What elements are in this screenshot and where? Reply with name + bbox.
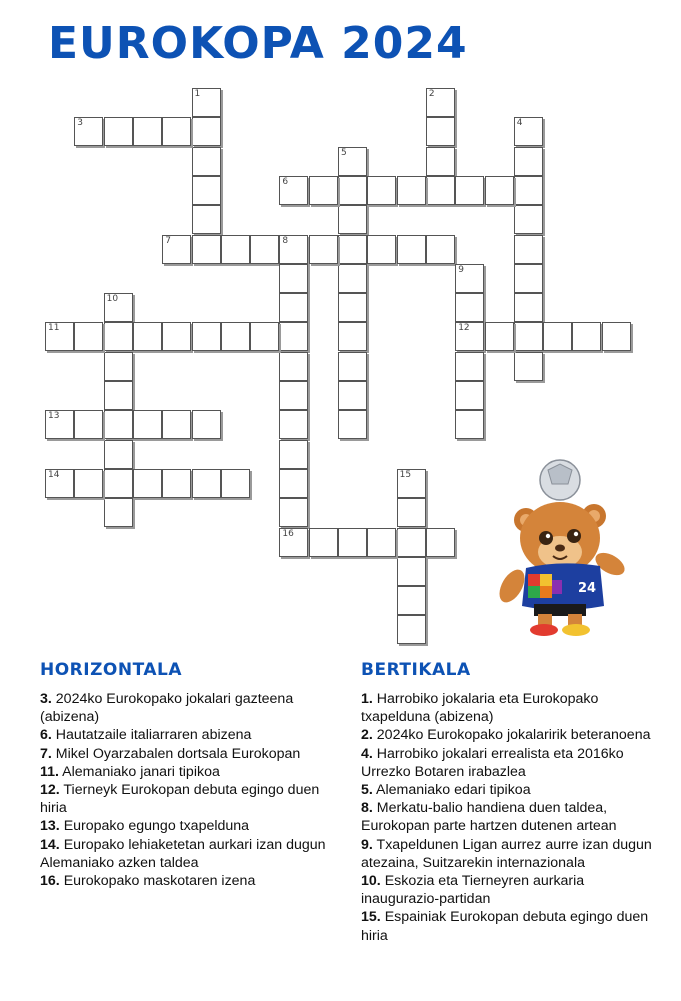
grid-cell[interactable] — [104, 410, 133, 439]
grid-cell[interactable] — [104, 381, 133, 410]
clue-text: Eurokopako maskotaren izena — [63, 873, 256, 890]
down-clue — [361, 908, 661, 944]
grid-cell[interactable] — [133, 322, 162, 351]
shirt-number: 24 — [578, 581, 597, 596]
clue-number-label: 10. — [361, 873, 381, 890]
down-clue — [361, 726, 661, 744]
grid-cell[interactable] — [514, 205, 543, 234]
clue-number: 6 — [282, 176, 289, 187]
grid-cell[interactable] — [338, 235, 367, 264]
clue-text: 2024ko Eurokopako jokalaririk beteranoena — [376, 727, 651, 744]
across-clue — [40, 690, 332, 726]
grid-cell[interactable] — [74, 469, 103, 498]
grid-cell[interactable] — [543, 322, 572, 351]
clue-number: 15 — [399, 469, 412, 480]
grid-cell[interactable] — [514, 147, 543, 176]
grid-cell[interactable] — [74, 117, 103, 146]
grid-cell[interactable] — [104, 293, 133, 322]
clue-text: Txapeldunen Ligan aurrez aurre izan dugun atezaina, Suitzarekin internazionala — [361, 836, 652, 871]
mascot-illustration — [488, 458, 638, 638]
grid-cell[interactable] — [279, 176, 308, 205]
grid-cell[interactable] — [514, 293, 543, 322]
grid-cell[interactable] — [367, 528, 396, 557]
clue-text: Espainiak Eurokopan debuta egingo duen hiria — [361, 909, 649, 944]
grid-cell[interactable] — [221, 469, 250, 498]
grid-cell[interactable] — [279, 440, 308, 469]
grid-cell[interactable] — [104, 117, 133, 146]
grid-cell[interactable] — [397, 528, 426, 557]
grid-cell[interactable] — [367, 176, 396, 205]
clue-text: Merkatu-balio handiena duen taldea, Eurokopan parte hartzen dutenen artean — [361, 800, 617, 835]
across-clue — [40, 745, 332, 763]
across-clue — [40, 836, 332, 872]
grid-cell[interactable] — [338, 176, 367, 205]
clue-number-label: 6. — [40, 727, 52, 744]
clue-text: Harrobiko jokalari errealista eta 2016ko Urrezko Botaren irabazlea — [361, 745, 624, 780]
grid-cell[interactable] — [309, 235, 338, 264]
down-clue — [361, 836, 661, 872]
clue-number-label: 8. — [361, 800, 373, 817]
grid-cell[interactable] — [279, 293, 308, 322]
across-clue — [40, 817, 332, 835]
grid-cell[interactable] — [279, 410, 308, 439]
clue-number: 16 — [282, 528, 294, 539]
clue-number-label: 16. — [40, 873, 60, 890]
clue-number-label: 5. — [361, 782, 373, 799]
grid-cell[interactable] — [455, 322, 484, 351]
clue-number: 9 — [458, 264, 464, 275]
down-clue-list — [361, 690, 661, 945]
across-clue — [40, 872, 332, 890]
clue-text: Europako lehiaketetan aurkari izan dugun Alemaniako azken taldea — [40, 836, 326, 871]
clue-number: 13 — [48, 411, 60, 422]
grid-cell[interactable] — [514, 264, 543, 293]
clue-text: 2024ko Eurokopako jokalari gazteena (abizena) — [40, 691, 294, 726]
down-clue — [361, 781, 661, 799]
grid-cell[interactable] — [455, 410, 484, 439]
clue-text: Tierneyk Eurokopan debuta egingo duen hiria — [40, 782, 320, 817]
clue-text: Alemaniako janari tipikoa — [62, 763, 220, 780]
grid-cell[interactable] — [192, 88, 221, 117]
grid-cell[interactable] — [279, 498, 308, 527]
grid-cell[interactable] — [162, 117, 191, 146]
grid-cell[interactable] — [455, 176, 484, 205]
clue-number: 4 — [516, 118, 523, 129]
grid-cell[interactable] — [455, 352, 484, 381]
clue-number-label: 2. — [361, 727, 373, 744]
clue-number-label: 4. — [361, 745, 373, 762]
grid-cell[interactable] — [104, 322, 133, 351]
grid-cell[interactable] — [162, 322, 191, 351]
grid-cell[interactable] — [45, 322, 74, 351]
grid-cell[interactable] — [250, 322, 279, 351]
grid-cell[interactable] — [104, 352, 133, 381]
grid-cell[interactable] — [514, 176, 543, 205]
grid-cell[interactable] — [162, 235, 191, 264]
grid-cell[interactable] — [192, 469, 221, 498]
grid-cell[interactable] — [338, 205, 367, 234]
grid-cell[interactable] — [426, 117, 455, 146]
clue-number: 11 — [48, 323, 60, 334]
grid-cell[interactable] — [455, 381, 484, 410]
grid-cell[interactable] — [397, 586, 426, 615]
clue-number: 5 — [341, 147, 347, 158]
clue-number: 1 — [194, 89, 201, 99]
grid-cell[interactable] — [104, 440, 133, 469]
grid-cell[interactable] — [74, 322, 103, 351]
grid-cell[interactable] — [279, 381, 308, 410]
grid-cell[interactable] — [338, 322, 367, 351]
grid-cell[interactable] — [426, 235, 455, 264]
grid-cell[interactable] — [162, 469, 191, 498]
down-clue — [361, 799, 661, 835]
grid-cell[interactable] — [45, 469, 74, 498]
grid-cell[interactable] — [485, 322, 514, 351]
grid-cell[interactable] — [397, 498, 426, 527]
clue-number: 14 — [48, 469, 60, 480]
grid-cell[interactable] — [426, 176, 455, 205]
clue-number-label: 15. — [361, 909, 381, 926]
grid-cell[interactable] — [279, 469, 308, 498]
grid-cell[interactable] — [104, 498, 133, 527]
grid-cell[interactable] — [192, 205, 221, 234]
across-clue — [40, 781, 332, 817]
clue-text: Harrobiko jokalaria eta Eurokopako txapelduna (abizena) — [361, 691, 599, 726]
clue-number-label: 14. — [40, 836, 60, 853]
grid-cell[interactable] — [367, 235, 396, 264]
grid-cell[interactable] — [162, 410, 191, 439]
clue-number-label: 9. — [361, 836, 373, 853]
grid-cell[interactable] — [338, 410, 367, 439]
grid-cell[interactable] — [221, 235, 250, 264]
grid-cell[interactable] — [133, 117, 162, 146]
clue-text: Alemaniako edari tipikoa — [376, 782, 531, 799]
clue-number-label: 11. — [40, 763, 59, 780]
grid-cell[interactable] — [397, 235, 426, 264]
grid-cell[interactable] — [426, 88, 455, 117]
grid-cell[interactable] — [192, 322, 221, 351]
grid-cell[interactable] — [338, 293, 367, 322]
clue-number: 7 — [165, 235, 171, 246]
clue-text: Hautatzaile italiarraren abizena — [55, 727, 252, 744]
grid-cell[interactable] — [338, 264, 367, 293]
grid-cell[interactable] — [514, 352, 543, 381]
grid-cell[interactable] — [192, 176, 221, 205]
grid-cell[interactable] — [397, 557, 426, 586]
grid-cell[interactable] — [338, 352, 367, 381]
across-heading: HORIZONTALA — [40, 660, 183, 680]
clue-number-label: 12. — [40, 782, 60, 799]
grid-cell[interactable] — [485, 176, 514, 205]
grid-cell[interactable] — [514, 235, 543, 264]
grid-cell[interactable] — [602, 322, 631, 351]
grid-cell[interactable] — [397, 176, 426, 205]
grid-cell[interactable] — [192, 235, 221, 264]
grid-cell[interactable] — [397, 469, 426, 498]
clue-number: 2 — [428, 89, 435, 99]
grid-cell[interactable] — [279, 528, 308, 557]
across-clue — [40, 726, 332, 744]
grid-cell[interactable] — [279, 264, 308, 293]
down-clue — [361, 745, 661, 781]
grid-cell[interactable] — [192, 147, 221, 176]
grid-cell[interactable] — [338, 147, 367, 176]
grid-cell[interactable] — [279, 352, 308, 381]
grid-cell[interactable] — [338, 528, 367, 557]
clue-number-label: 3. — [40, 691, 52, 707]
grid-cell[interactable] — [45, 410, 74, 439]
down-clue — [361, 690, 661, 726]
clue-text: Mikel Oyarzabalen dortsala Eurokopan — [55, 745, 301, 762]
grid-cell[interactable] — [514, 322, 543, 351]
grid-cell[interactable] — [455, 293, 484, 322]
clue-number-label: 13. — [40, 818, 60, 835]
grid-cell[interactable] — [426, 147, 455, 176]
grid-cell[interactable] — [192, 117, 221, 146]
clue-number: 8 — [282, 235, 289, 246]
grid-cell[interactable] — [455, 264, 484, 293]
across-clue-list — [40, 690, 332, 890]
grid-cell[interactable] — [279, 235, 308, 264]
grid-cell[interactable] — [397, 615, 426, 644]
grid-cell[interactable] — [74, 410, 103, 439]
across-clue — [40, 763, 332, 781]
down-heading: BERTIKALA — [361, 660, 471, 680]
grid-cell[interactable] — [221, 322, 250, 351]
grid-cell[interactable] — [309, 176, 338, 205]
clue-number: 12 — [458, 323, 470, 334]
clue-text: Eskozia eta Tierneyren aurkaria inaugurazio-partidan — [361, 873, 585, 908]
clue-number-label: 1. — [361, 691, 373, 707]
down-clue — [361, 872, 661, 908]
grid-cell[interactable] — [279, 322, 308, 351]
clue-number-label: 7. — [40, 745, 52, 762]
grid-cell[interactable] — [250, 235, 279, 264]
grid-cell[interactable] — [133, 410, 162, 439]
grid-cell[interactable] — [338, 381, 367, 410]
grid-cell[interactable] — [133, 469, 162, 498]
grid-cell[interactable] — [514, 117, 543, 146]
page-title: EUROKOPA 2024 — [48, 18, 468, 69]
clue-text: Europako egungo txapelduna — [63, 818, 250, 835]
clue-number: 10 — [106, 294, 119, 305]
clue-number: 3 — [77, 118, 84, 129]
grid-cell[interactable] — [426, 528, 455, 557]
grid-cell[interactable] — [572, 322, 601, 351]
grid-cell[interactable] — [104, 469, 133, 498]
grid-cell[interactable] — [192, 410, 221, 439]
grid-cell[interactable] — [309, 528, 338, 557]
